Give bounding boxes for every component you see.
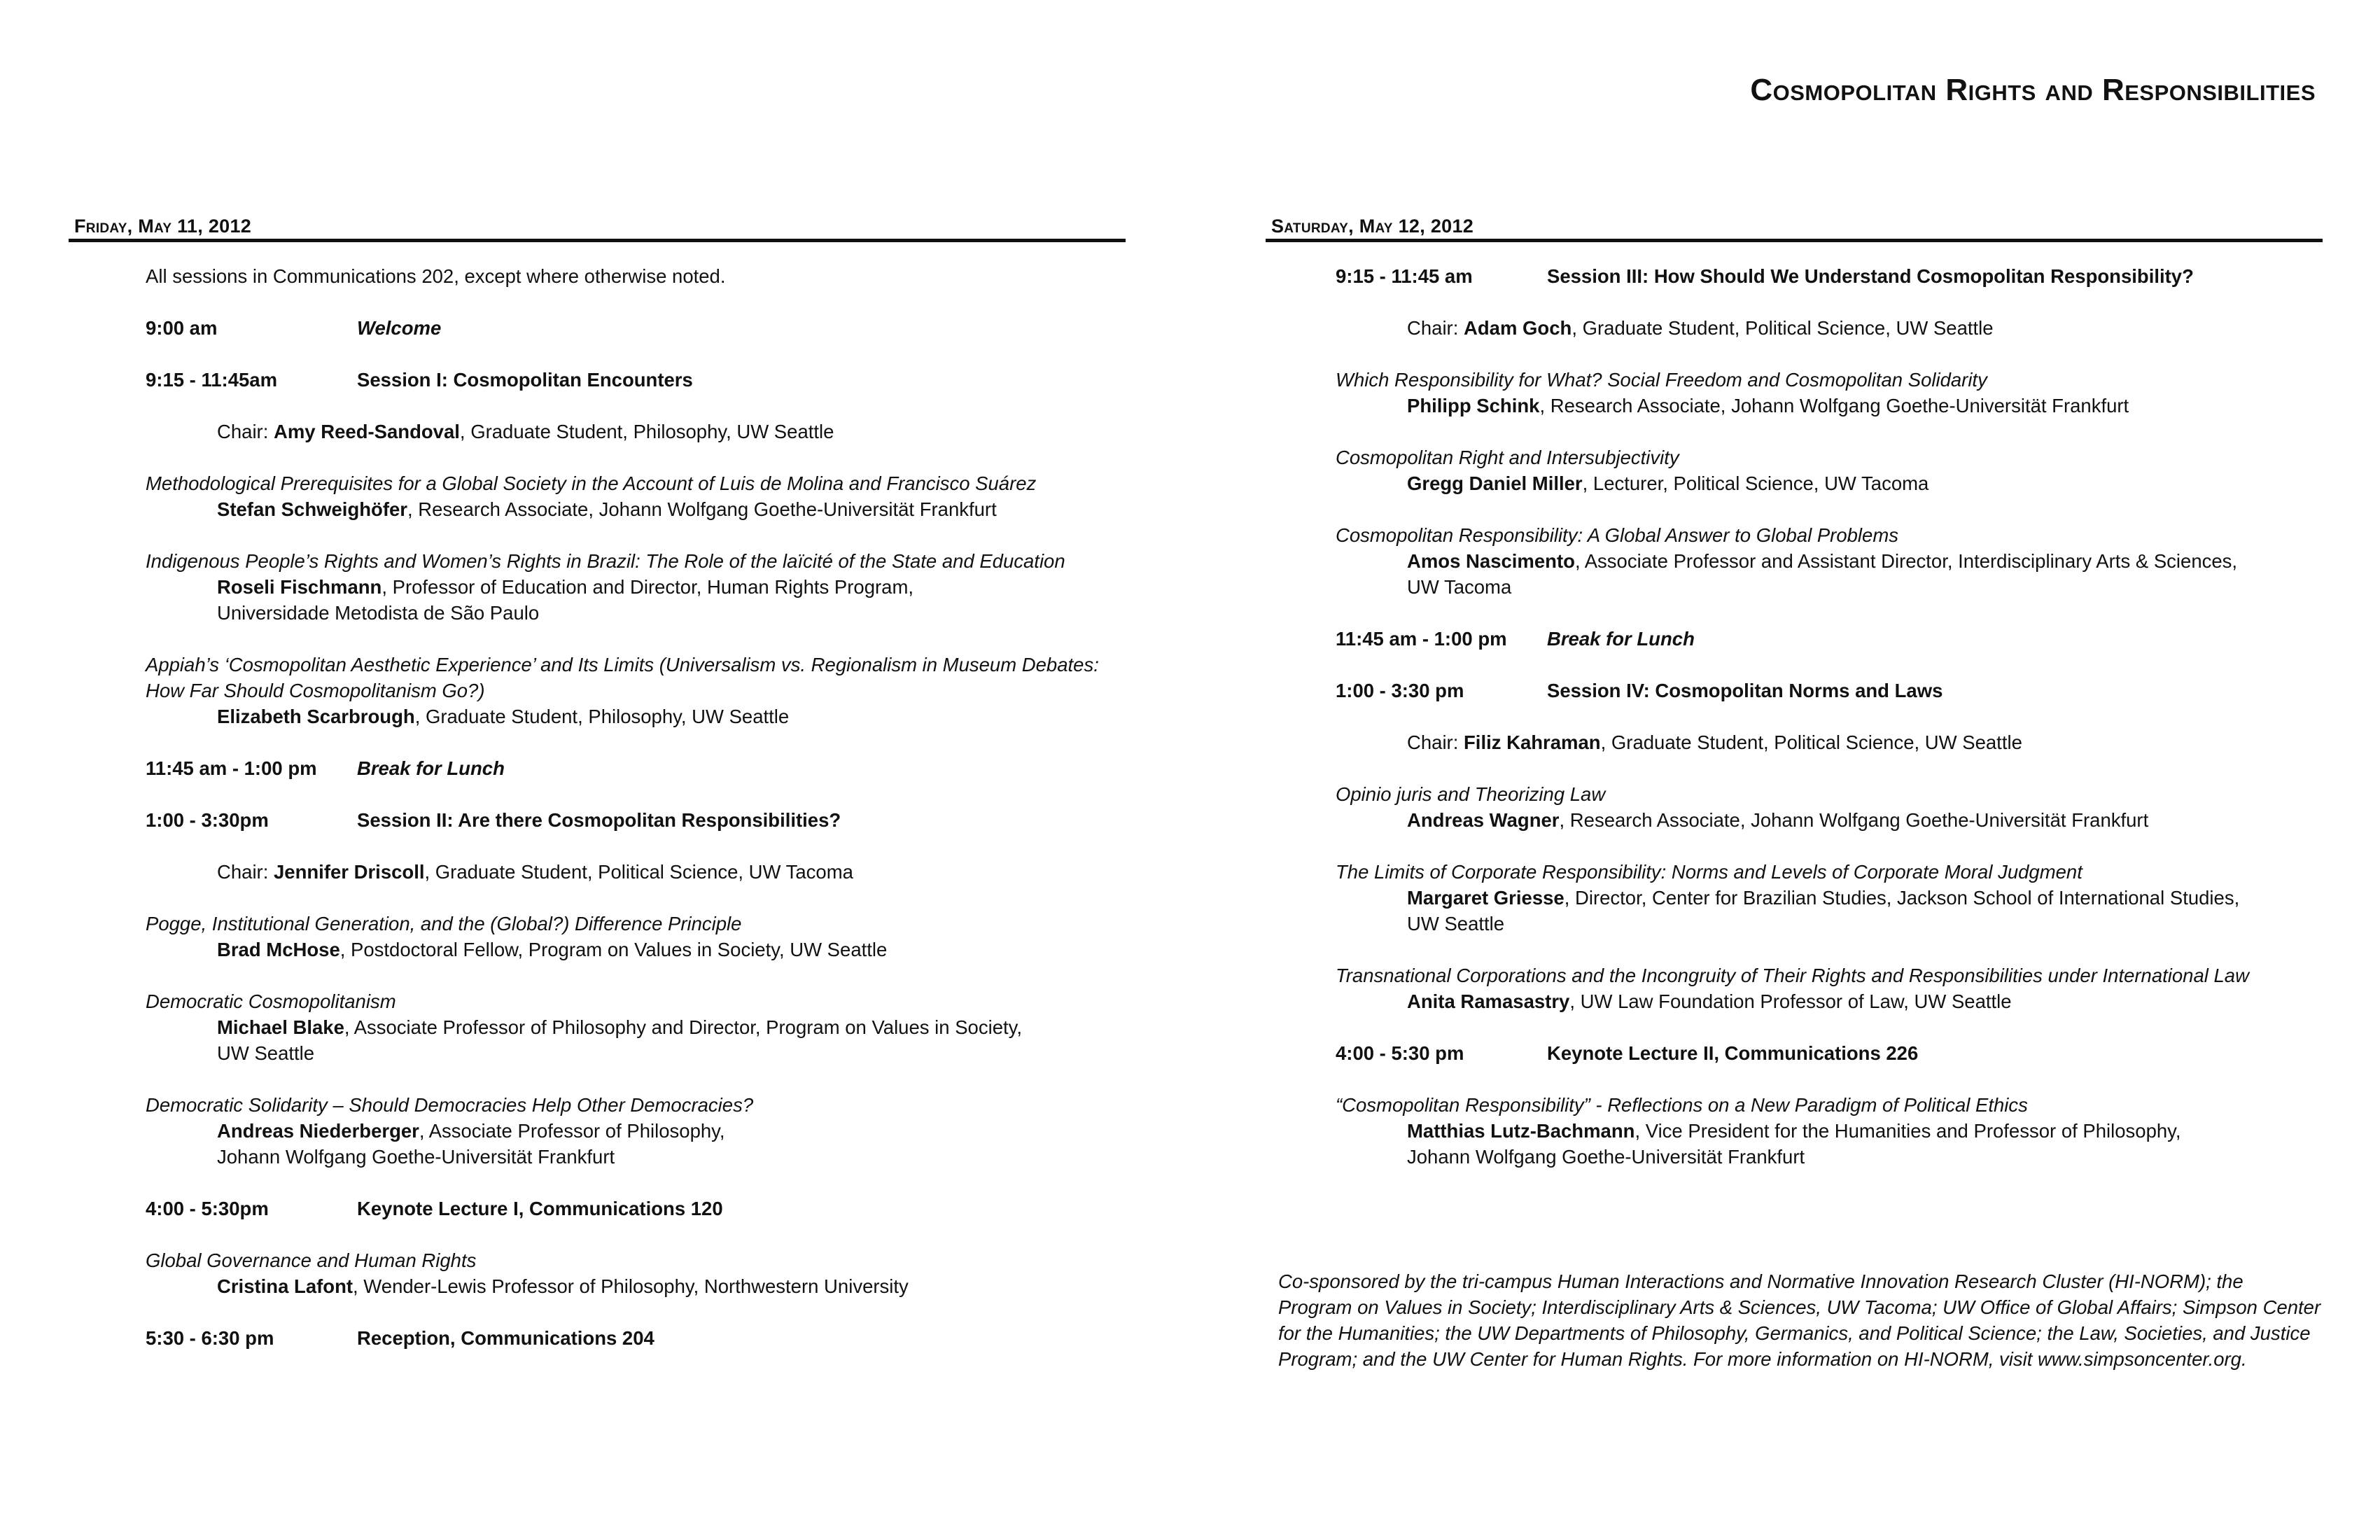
- talk-title: Which Responsibility for What? Social Freedom and Cosmopolitan Solidarity: [1336, 369, 1987, 391]
- talk-title: Methodological Prerequisites for a Global Society in the Account of Luis de Molina and Francisco Suárez: [146, 472, 1037, 494]
- talk-title: Opinio juris and Theorizing Law: [1336, 783, 1606, 805]
- speaker: Stefan Schweighöfer, Research Associate, Johann Wolfgang Goethe-Universität Frankfurt: [217, 498, 997, 520]
- schedule-row: [1336, 1040, 2323, 1066]
- slot-title: Session II: Are there Cosmopolitan Responsibilities?: [357, 809, 841, 831]
- slot-time: 1:00 - 3:30pm: [146, 809, 269, 831]
- talk-title: Cosmopolitan Responsibility: A Global Answer to Global Problems: [1336, 524, 1898, 546]
- talk: [1336, 962, 2323, 1014]
- speaker: Anita Ramasastry, UW Law Foundation Professor of Law, UW Seattle: [1407, 990, 2012, 1012]
- speaker: Gregg Daniel Miller, Lecturer, Political Science, UW Tacoma: [1407, 472, 1929, 494]
- speaker: Brad McHose, Postdoctoral Fellow, Program on Values in Society, UW Seattle: [217, 939, 888, 960]
- saturday-column: [1266, 216, 2323, 1170]
- slot-title: Keynote Lecture II, Communications 226: [1547, 1042, 1919, 1064]
- schedule-row: [146, 315, 1126, 341]
- talk-title: Cosmopolitan Right and Intersubjectivity: [1336, 447, 1679, 468]
- schedule-row: [1336, 626, 2323, 652]
- talk: [1336, 444, 2323, 496]
- sponsors-note: Co-sponsored by the tri-campus Human Interactions and Normative Innovation Research Cluster (HI-NORM); the Program on Values in Society; Interdisciplinary Arts & Sciences, UW Tacoma; UW Office of Global Affairs; Simpson Center for the Humanities; the UW Departments of Philosophy, Germanics, and Political Science; the Law, Societies, and Justice Program; and the UW Center for Human Rights. For more information on HI-NORM, visit www.simpsoncenter.org.: [1278, 1270, 2321, 1370]
- slot-title: Keynote Lecture I, Communications 120: [357, 1198, 723, 1219]
- talk: [1336, 522, 2323, 600]
- slot-time: 11:45 am - 1:00 pm: [1336, 628, 1507, 650]
- speaker-affiliation: UW Seattle: [217, 1042, 315, 1064]
- talk-title: Transnational Corporations and the Incongruity of Their Rights and Responsibilities under International Law: [1336, 965, 2249, 986]
- session-chair: Chair: Adam Goch, Graduate Student, Political Science, UW Seattle: [1407, 317, 1994, 339]
- slot-time: 9:00 am: [146, 317, 218, 339]
- schedule-row: [1336, 678, 2323, 704]
- session-chair: Chair: Filiz Kahraman, Graduate Student, Political Science, UW Seattle: [1407, 732, 2022, 753]
- schedule-row: [146, 1325, 1126, 1351]
- slot-title: Break for Lunch: [1547, 628, 1695, 650]
- slot-title: Session III: How Should We Understand Cosmopolitan Responsibility?: [1547, 265, 2194, 287]
- schedule-row: [146, 807, 1126, 833]
- speaker: Andreas Wagner, Research Associate, Johann Wolfgang Goethe-Universität Frankfurt: [1407, 809, 2149, 831]
- speaker-affiliation: UW Tacoma: [1407, 576, 1512, 598]
- schedule-row: [1336, 263, 2323, 289]
- speaker: Roseli Fischmann, Professor of Education and Director, Human Rights Program,: [217, 576, 913, 598]
- speaker-affiliation: Johann Wolfgang Goethe-Universität Frankfurt: [217, 1146, 615, 1168]
- slot-time: 4:00 - 5:30 pm: [1336, 1042, 1464, 1064]
- friday-column: [69, 216, 1126, 1351]
- speaker: Amos Nascimento, Associate Professor and Assistant Director, Interdisciplinary Arts & Sciences,: [1407, 550, 2238, 572]
- slot-time: 5:30 - 6:30 pm: [146, 1327, 274, 1349]
- talk: [1336, 1092, 2323, 1170]
- talk-title: Democratic Cosmopolitanism: [146, 990, 396, 1012]
- slot-title: Break for Lunch: [357, 757, 505, 779]
- slot-title: Welcome: [357, 317, 442, 339]
- talk: [146, 911, 1126, 962]
- speaker: Elizabeth Scarbrough, Graduate Student, Philosophy, UW Seattle: [217, 706, 790, 727]
- session-chair: Chair: Jennifer Driscoll, Graduate Student, Political Science, UW Tacoma: [217, 861, 853, 883]
- slot-time: 9:15 - 11:45 am: [1336, 265, 1473, 287]
- schedule-row: [146, 1196, 1126, 1222]
- slot-time: 1:00 - 3:30 pm: [1336, 680, 1464, 701]
- talk-title: Appiah’s ‘Cosmopolitan Aesthetic Experience’ and Its Limits (Universalism vs. Regionalism in Museum Debates: How Far Should Cosmopolitanism Go?): [146, 654, 1099, 701]
- talk: [146, 652, 1126, 729]
- talk: [146, 1247, 1126, 1299]
- speaker: Matthias Lutz-Bachmann, Vice President for the Humanities and Professor of Philosophy,: [1407, 1120, 2181, 1142]
- page-title: Cosmopolitan Rights and Responsibilities: [1750, 73, 2316, 107]
- talk: [146, 1092, 1126, 1170]
- talk: [1336, 859, 2323, 937]
- slot-title: Reception, Communications 204: [357, 1327, 654, 1349]
- friday-heading: Friday, May 11, 2012: [69, 216, 1126, 242]
- talk: [1336, 781, 2323, 833]
- saturday-heading: Saturday, May 12, 2012: [1266, 216, 2323, 242]
- slot-time: 11:45 am - 1:00 pm: [146, 757, 317, 779]
- talk-title: “Cosmopolitan Responsibility” - Reflections on a New Paradigm of Political Ethics: [1336, 1094, 2028, 1116]
- talk-title: Indigenous People’s Rights and Women’s Rights in Brazil: The Role of the laïcité of the State and Education: [146, 550, 1065, 572]
- session-chair: Chair: Amy Reed-Sandoval, Graduate Student, Philosophy, UW Seattle: [217, 421, 834, 442]
- talk-title: Democratic Solidarity – Should Democracies Help Other Democracies?: [146, 1094, 754, 1116]
- speaker: Philipp Schink, Research Associate, Johann Wolfgang Goethe-Universität Frankfurt: [1407, 395, 2129, 416]
- slot-title: Session I: Cosmopolitan Encounters: [357, 369, 693, 391]
- speaker: Cristina Lafont, Wender-Lewis Professor of Philosophy, Northwestern University: [217, 1275, 909, 1297]
- talk-title: Pogge, Institutional Generation, and the (Global?) Difference Principle: [146, 913, 742, 934]
- slot-time: 4:00 - 5:30pm: [146, 1198, 269, 1219]
- speaker: Michael Blake, Associate Professor of Philosophy and Director, Program on Values in Society,: [217, 1016, 1022, 1038]
- talk-title: Global Governance and Human Rights: [146, 1250, 477, 1271]
- talk: [1336, 367, 2323, 419]
- talk: [146, 470, 1126, 522]
- speaker-affiliation: Universidade Metodista de São Paulo: [217, 602, 540, 624]
- schedule-row: [146, 755, 1126, 781]
- speaker: Margaret Griesse, Director, Center for Brazilian Studies, Jackson School of International Studies,: [1407, 887, 2240, 909]
- slot-time: 9:15 - 11:45am: [146, 369, 278, 391]
- location-note: All sessions in Communications 202, except where otherwise noted.: [146, 265, 726, 287]
- slot-title: Session IV: Cosmopolitan Norms and Laws: [1547, 680, 1943, 701]
- speaker: Andreas Niederberger, Associate Professor of Philosophy,: [217, 1120, 725, 1142]
- schedule-row: [146, 367, 1126, 393]
- speaker-affiliation: UW Seattle: [1407, 913, 1505, 934]
- talk: [146, 548, 1126, 626]
- talk: [146, 988, 1126, 1066]
- speaker-affiliation: Johann Wolfgang Goethe-Universität Frankfurt: [1407, 1146, 1805, 1168]
- talk-title: The Limits of Corporate Responsibility: Norms and Levels of Corporate Moral Judgment: [1336, 861, 2082, 883]
